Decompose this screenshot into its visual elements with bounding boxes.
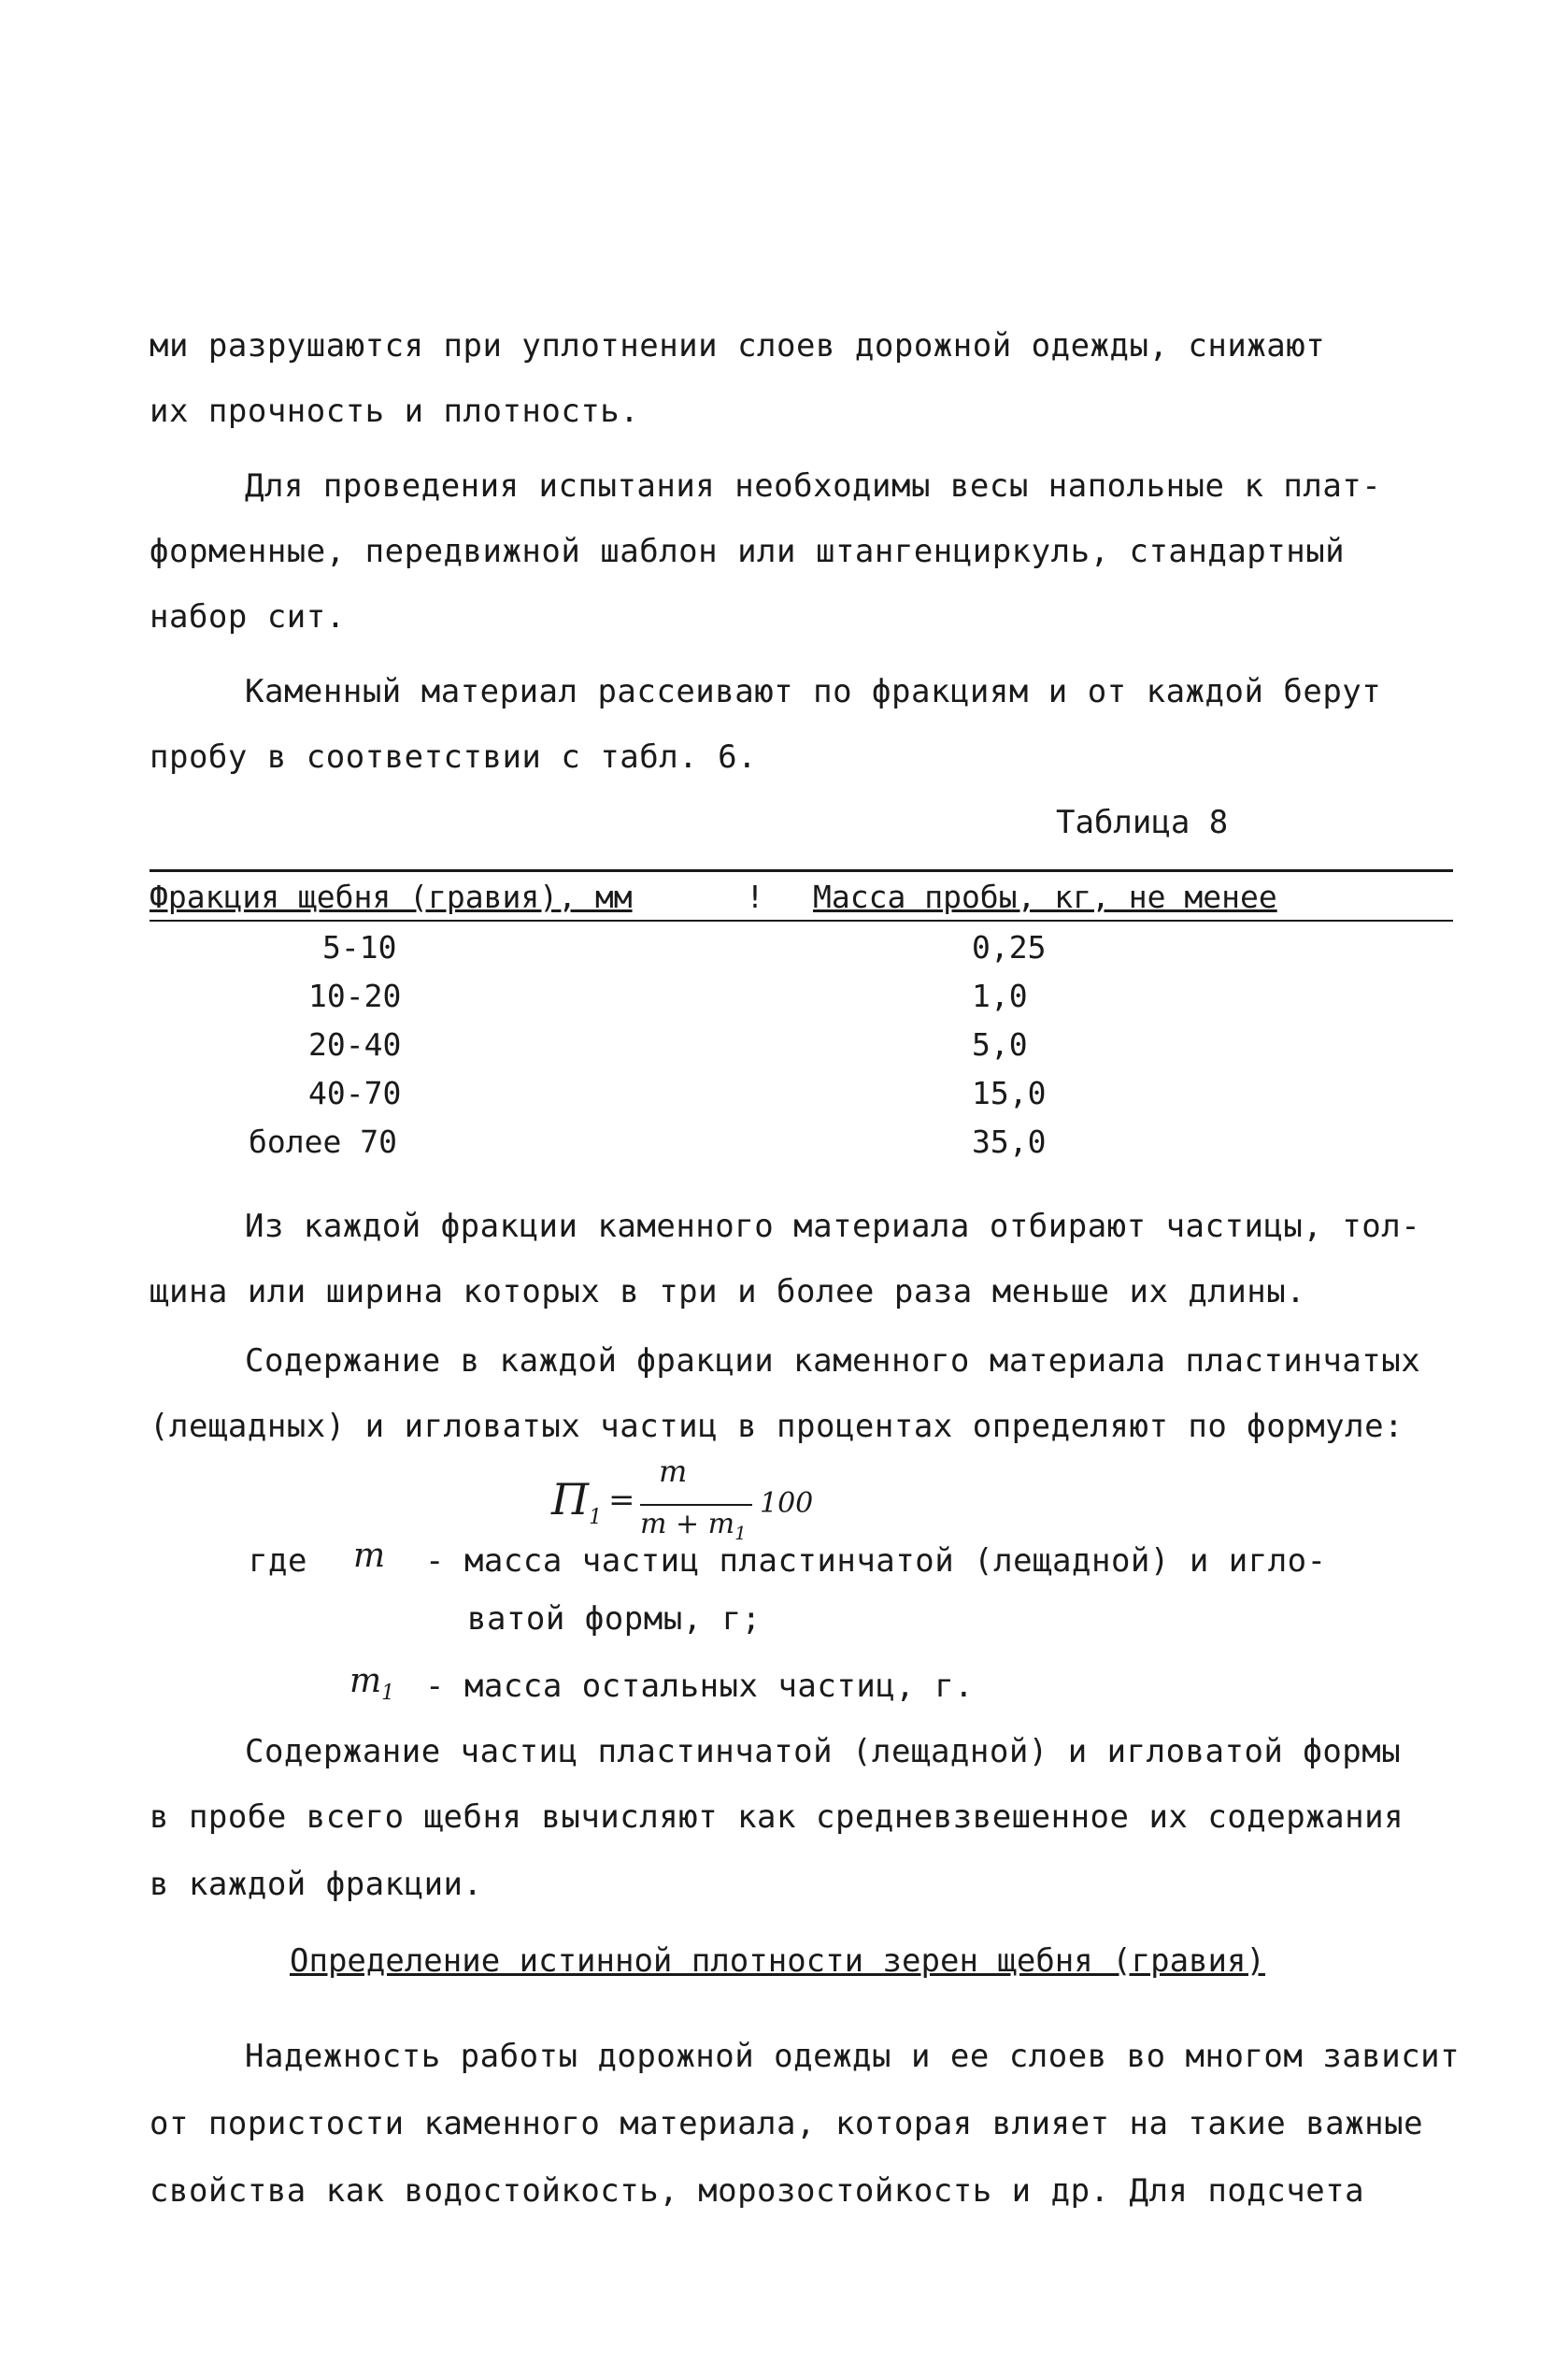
table-cell-mass: 35,0 (972, 1124, 1047, 1160)
section-heading: Определение истинной плотности зерен щебня (гравия) (290, 1942, 1265, 1980)
paragraph-7-line-3: свойства как водостойкость, морозостойкость и др. Для подсчета (150, 2172, 1365, 2210)
paragraph-7-line-2: от пористости каменного материала, которая влияет на такие важные (150, 2105, 1424, 2142)
legend-where: где (249, 1542, 307, 1580)
paragraph-4-line-1: Из каждой фракции каменного материала отбирают частицы, тол- (245, 1208, 1421, 1245)
paragraph-6-line-3: в каждой фракции. (150, 1866, 483, 1903)
table-cell-mass: 0,25 (972, 929, 1047, 966)
formula-denominator (640, 1508, 747, 1544)
table-cell-fraction: 10-20 (308, 978, 402, 1014)
paragraph-5-line-2: (лещадных) и игловатых частиц в процентах определяют по формуле: (150, 1408, 1404, 1445)
table-top-rule (150, 869, 1453, 872)
formula-fraction-bar (640, 1504, 752, 1506)
legend-symbol-m1 (349, 1662, 394, 1705)
paragraph-2-line-2: форменные, передвижной шаблон или штангенциркуль, стандартный (150, 533, 1346, 570)
table-cell-fraction: 40-70 (308, 1075, 402, 1111)
paragraph-3-line-2: пробу в соответствии с табл. 6. (150, 738, 758, 776)
paragraph-1-line-1: ми разрушаются при уплотнении слоев дорожной одежды, снижают (150, 327, 1326, 365)
formula-factor: 100 (760, 1487, 814, 1520)
table-cell-fraction: 20-40 (308, 1026, 402, 1063)
paragraph-4-line-2: щина или ширина которых в три и более раза меньше их длины. (150, 1273, 1306, 1310)
paragraph-2-line-3: набор сит. (150, 598, 346, 636)
table-header-rule (150, 920, 1453, 922)
paragraph-2-line-1: Для проведения испытания необходимы весы напольные к плат- (245, 467, 1382, 505)
table-caption: Таблица 8 (1056, 804, 1229, 841)
formula-lhs (551, 1474, 602, 1529)
table-header-separator: ! (746, 879, 764, 915)
legend-symbol-m1-base: m (349, 1662, 382, 1700)
formula-lhs-symbol: П (551, 1474, 590, 1525)
paragraph-7-line-1: Надежность работы дорожной одежды и ее слоев во многом зависит (245, 2038, 1461, 2075)
formula-denominator-subscript: 1 (734, 1522, 747, 1544)
paragraph-6-line-2: в пробе всего щебня вычисляют как средневзвешенное их содержания (150, 1798, 1404, 1836)
table-header-mass: Масса пробы, кг, не менее (813, 879, 1277, 915)
paragraph-6-line-1: Содержание частиц пластинчатой (лещадной) и игловатой формы (245, 1733, 1402, 1770)
paragraph-5-line-1: Содержание в каждой фракции каменного материала пластинчатых (245, 1342, 1421, 1380)
table-cell-mass: 5,0 (972, 1026, 1028, 1063)
legend-desc-1-line-2: ватой формы, г; (467, 1600, 762, 1638)
formula-denominator-text: m + m (640, 1508, 735, 1540)
table-cell-fraction: более 70 (249, 1124, 397, 1160)
formula-equals: = (608, 1482, 635, 1519)
legend-desc-2: - масса остальных частиц, г. (425, 1668, 975, 1705)
legend-symbol-m1-subscript: 1 (381, 1682, 395, 1706)
legend-symbol-m: m (353, 1537, 386, 1575)
formula-lhs-subscript: 1 (589, 1506, 603, 1530)
table-cell-mass: 15,0 (972, 1075, 1047, 1111)
paragraph-3-line-1: Каменный материал рассеивают по фракциям и от каждой берут (245, 673, 1382, 710)
paragraph-1-line-2: их прочность и плотность. (150, 393, 640, 430)
table-cell-fraction: 5-10 (322, 929, 397, 966)
legend-desc-1-line-1: - масса частиц пластинчатой (лещадной) и игло- (425, 1542, 1327, 1580)
table-cell-mass: 1,0 (972, 978, 1028, 1014)
table-header-fraction: Фракция щебня (гравия), мм (150, 879, 633, 915)
formula-numerator: m (659, 1453, 688, 1489)
